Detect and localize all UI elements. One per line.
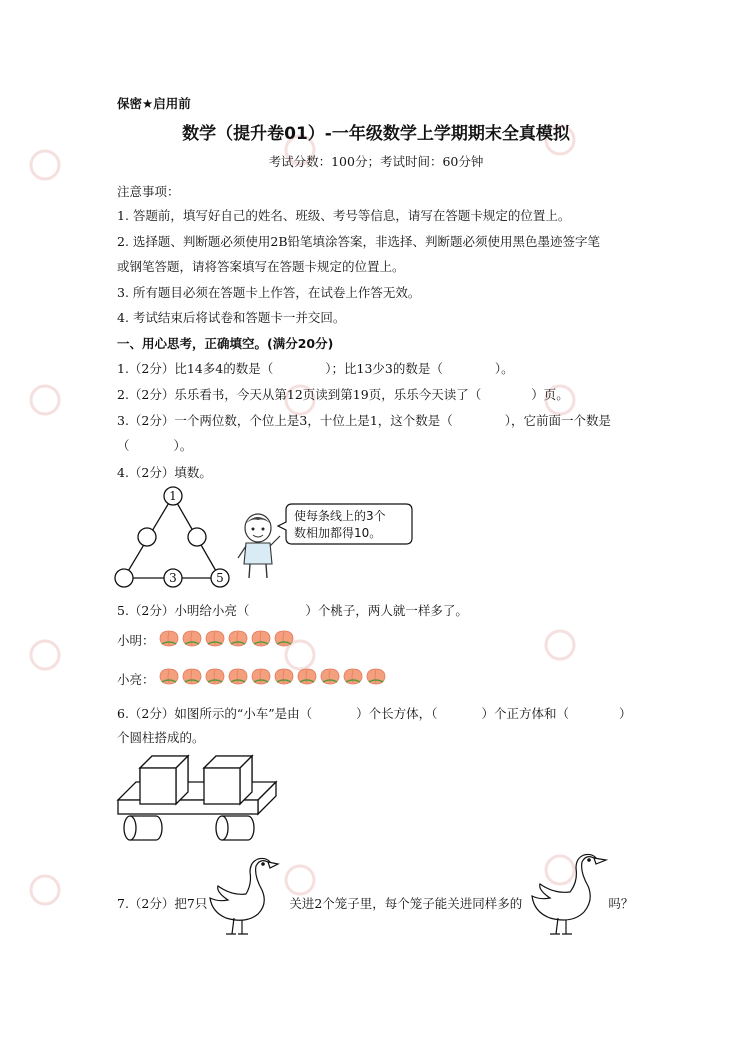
question-text: 关进2个笼子里，每个笼子能关进同样多的 [289, 896, 523, 911]
speech-bubble [276, 500, 416, 548]
question-text: 3.（2分）一个两位数，个位上是3，十位上是1，这个数是（ [117, 413, 453, 428]
xiaoming-peaches [158, 627, 295, 647]
question-text: （ [117, 438, 130, 453]
peach-icon [158, 627, 180, 647]
peach-icon [296, 665, 318, 685]
notice-heading: 注意事项： [117, 184, 180, 199]
notice-item: 或钢笔答题，请将答案填写在答题卡规定的位置上。 [117, 259, 405, 274]
boy-illustration [234, 512, 282, 580]
peach-icon [273, 665, 295, 685]
peach-icon [158, 665, 180, 685]
question-text: 5.（2分）小明给小亮（ [117, 603, 250, 618]
question-text: 1.（2分）比14多4的数是（ [117, 361, 274, 376]
notice-item: 4. 考试结束后将试卷和答题卡一并交回。 [117, 310, 346, 325]
peach-icon [181, 665, 203, 685]
peach-icon [319, 665, 341, 685]
peach-icon [181, 627, 203, 647]
question-6-cont: 个圆柱搭成的。 [117, 730, 205, 745]
peach-icon [227, 665, 249, 685]
circle-number: 1 [169, 489, 177, 503]
question-text: 2.（2分）乐乐看书，今天从第12页读到第19页，乐乐今天读了（ [117, 387, 482, 402]
question-1 [117, 359, 514, 377]
question-text: ）。 [494, 361, 514, 376]
notice-item: 3. 所有题目必须在答题卡上作答，在试卷上作答无效。 [117, 285, 421, 300]
triangle-figure [110, 484, 240, 588]
question-text: 7.（2分）把7只 [117, 896, 208, 911]
question-text: ），它前面一个数是 [504, 413, 612, 428]
question-text: ）个长方体，（ [356, 706, 438, 721]
question-3-cont [117, 436, 192, 454]
question-text: 吗？ [608, 896, 634, 911]
peach-icon [204, 665, 226, 685]
goose-illustration-1 [206, 856, 284, 942]
question-6 [117, 704, 631, 722]
question-2 [117, 385, 569, 403]
question-text: ）个桃子，两人就一样多了。 [305, 603, 468, 618]
goose-illustration-2 [528, 852, 612, 944]
xiaoming-label: 小明： [117, 633, 155, 648]
exam-info: 考试分数：100分；考试时间：60分钟 [268, 154, 484, 169]
notice-item: 2. 选择题、判断题必须使用2B铅笔填涂答案，非选择、判断题必须使用黑色墨迹签字笔 [117, 234, 601, 249]
question-4: 4.（2分）填数。 [117, 465, 212, 480]
notice-item: 1. 答题前，填写好自己的姓名、班级、考号等信息，请写在答题卡规定的位置上。 [117, 208, 571, 223]
question-text: ）个正方体和（ [481, 706, 569, 721]
xiaoliang-label: 小亮： [117, 672, 155, 687]
speech-text: 数相加都得10。 [294, 526, 382, 540]
speech-text: 使每条线上的3个 [294, 509, 386, 523]
circle-number: 3 [169, 571, 177, 585]
question-text: 6.（2分）如图所示的“小车”是由（ [117, 706, 313, 721]
peach-icon [227, 627, 249, 647]
car-figure [112, 752, 282, 846]
question-5 [117, 601, 468, 619]
peach-icon [250, 627, 272, 647]
xiaoliang-peaches [158, 665, 387, 685]
question-text: ）；比13少3的数是（ [325, 361, 443, 376]
question-text: ）页。 [531, 387, 569, 402]
peach-icon [250, 665, 272, 685]
peach-icon [342, 665, 364, 685]
question-3 [117, 411, 611, 429]
peach-icon [204, 627, 226, 647]
secret-mark: 保密★启用前 [117, 96, 191, 111]
circle-number: 5 [216, 571, 224, 585]
question-text: ）。 [173, 438, 193, 453]
question-text: ） [618, 706, 632, 721]
peach-icon [365, 665, 387, 685]
peach-icon [273, 627, 295, 647]
page-title: 数学（提升卷01）-一年级数学上学期期末全真模拟 [182, 124, 570, 144]
section-heading: 一、用心思考，正确填空。(满分20分) [117, 336, 334, 351]
